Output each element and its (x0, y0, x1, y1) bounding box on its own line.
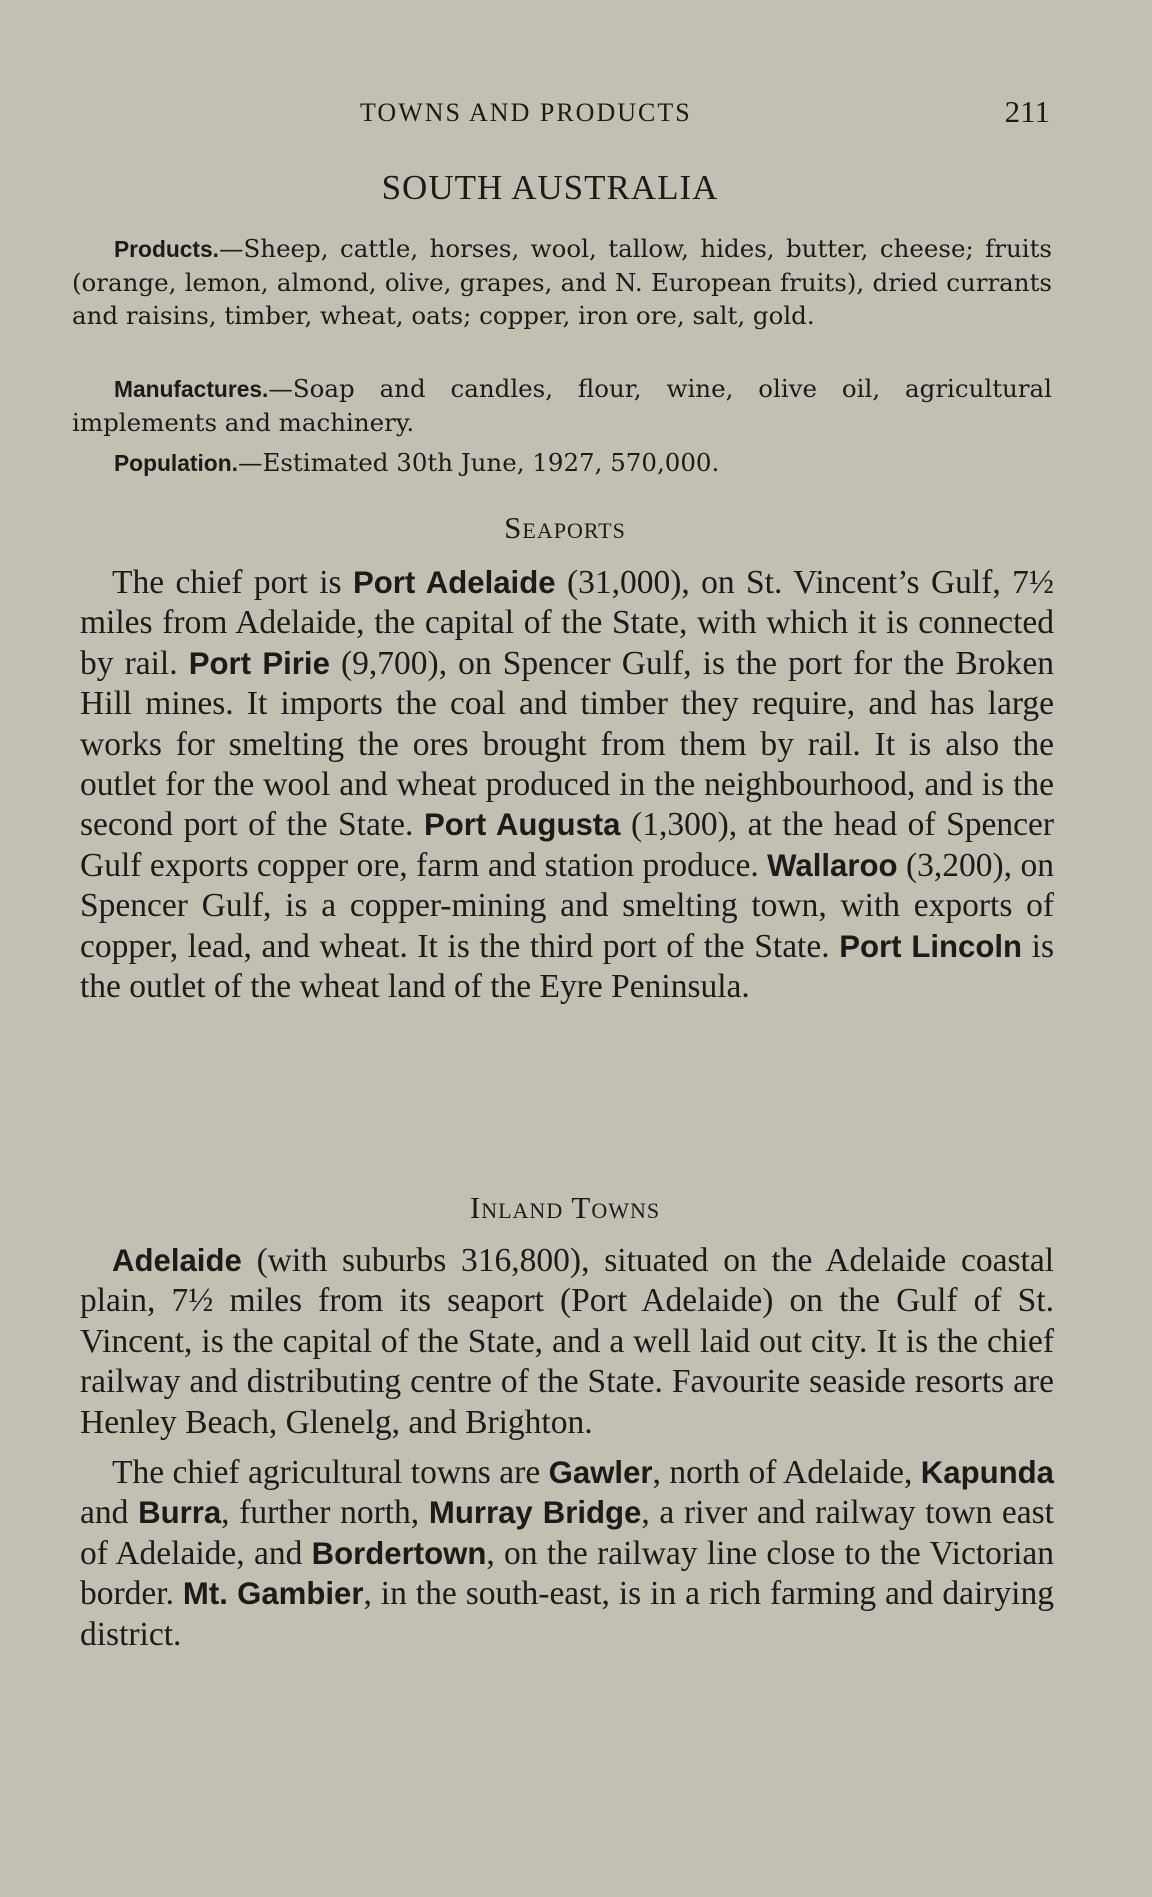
town-kapunda: Kapunda (920, 1455, 1054, 1491)
products-label: Products. (114, 236, 219, 262)
products-paragraph (72, 232, 1052, 332)
agri-text-1: The chief agricultural towns are (112, 1454, 549, 1492)
town-port-adelaide: Port Adelaide (352, 565, 556, 600)
seaports-paragraph (80, 563, 1054, 1007)
seaports-heading: Seaports (504, 510, 626, 545)
inland-towns-heading: Inland Towns (469, 1190, 661, 1225)
town-port-lincoln: Port Lincoln (839, 928, 1023, 964)
agri-text-3: and (80, 1494, 139, 1532)
population-text: —Estimated 30th June, 1927, 570,000. (237, 448, 720, 477)
page-number: 211 (1004, 94, 1050, 129)
inland-towns-section (80, 1241, 1054, 1655)
seaports-text-4: (1,300), at the head of Spencer Gulf exports copper ore, farm and station produce. (80, 806, 1055, 884)
agri-text-5: , a river and railway town east of Adelaide, and (80, 1494, 1054, 1572)
town-burra: Burra (138, 1495, 222, 1531)
seaports-text-5: (3,200), on Spencer Gulf, is a copper-mining and smelting town, with exports of copper, lead, and wheat. It is the third port of the State. (80, 846, 1054, 965)
products-text: —Sheep, cattle, horses, wool, tallow, hides, butter, cheese; fruits (orange, lemon, almond, olive, grapes, and N. European fruits), dried currants and raisins, timber, wheat, oats; copper, iron ore, salt, gold. (72, 234, 1052, 330)
agri-text-4: , further north, (221, 1494, 429, 1532)
seaports-text-1: The chief port is (112, 564, 353, 601)
adelaide-text: (with suburbs 316,800), situated on the Adelaide coastal plain, 7½ miles from its seaport (Port Adelaide) on the Gulf of St. Vincent, is the capital of the State, and a well laid out city. It is the chief railway and distributing centre of the State. Favourite seaside resorts are Henley Beach, Glenelg, and Brighton. (80, 1242, 1054, 1441)
manufactures-section (72, 372, 1052, 439)
town-gawler: Gawler (548, 1455, 653, 1491)
seaports-text-6: is the outlet of the wheat land of the Eyre Peninsula. (80, 927, 1054, 1006)
agri-text-2: , north of Adelaide, (652, 1454, 921, 1492)
manufactures-paragraph (72, 372, 1052, 439)
town-bordertown: Bordertown (311, 1535, 487, 1571)
seaports-section (80, 563, 1054, 1007)
agri-text-6: , on the railway line close to the Victorian border. (80, 1534, 1054, 1613)
seaports-text-2: (31,000), on St. Vincent’s Gulf, 7½ miles from Adelaide, the capital of the State, with which it is connected by rail. (80, 564, 1054, 682)
town-adelaide: Adelaide (112, 1243, 242, 1278)
population-paragraph (72, 446, 1052, 480)
running-head-title: TOWNS AND PRODUCTS (360, 98, 692, 127)
adelaide-paragraph (80, 1241, 1054, 1443)
agri-text-7: , in the south-east, is in a rich farming and dairying district. (80, 1575, 1054, 1653)
town-wallaroo: Wallaroo (767, 847, 898, 883)
agricultural-towns-paragraph (80, 1453, 1054, 1655)
town-port-pirie: Port Pirie (188, 645, 330, 681)
town-port-augusta: Port Augusta (423, 807, 621, 843)
population-section (72, 446, 1052, 480)
manufactures-text: —Soap and candles, flour, wine, olive oil, agricultural implements and machinery. (72, 374, 1052, 437)
town-mt-gambier: Mt. Gambier (182, 1576, 364, 1612)
overview-section (72, 232, 1052, 332)
town-murray-bridge: Murray Bridge (428, 1495, 642, 1531)
seaports-text-3: (9,700), on Spencer Gulf, is the port for the Broken Hill mines. It imports the coal and timber they require, and has large works for smelting the ores brought from them by rail. It is also the outlet for the wool and wheat produced in the neighbourhood, and is the second port of the State. (80, 644, 1055, 844)
manufactures-label: Manufactures. (114, 376, 269, 402)
state-title: SOUTH AUSTRALIA (381, 168, 719, 207)
population-label: Population. (114, 450, 238, 476)
running-head (0, 94, 1152, 138)
